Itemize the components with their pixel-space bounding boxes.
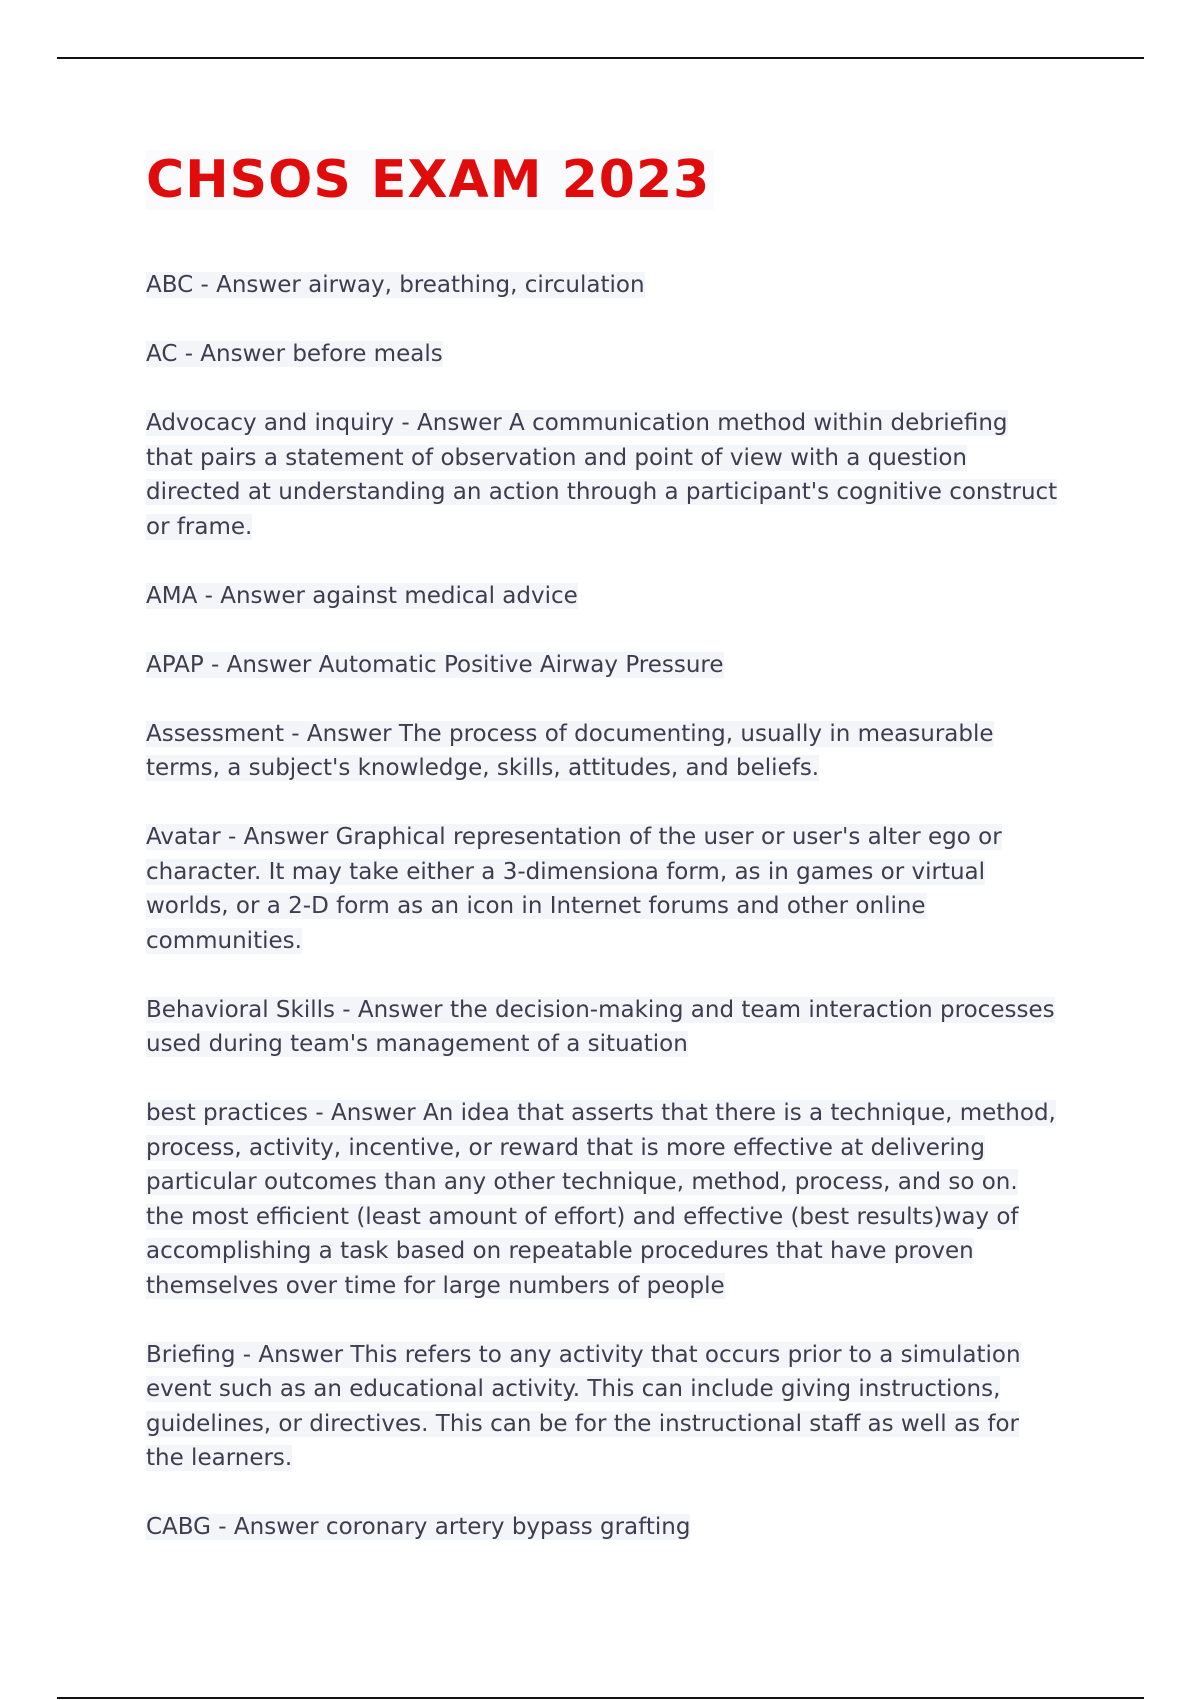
bottom-divider bbox=[57, 1697, 1144, 1699]
entry-text: APAP - Answer Automatic Positive Airway Pressure bbox=[146, 651, 724, 678]
entry-briefing bbox=[146, 1338, 1061, 1476]
document-title: CHSOS EXAM 2023 bbox=[146, 150, 714, 210]
entry-text: AMA - Answer against medical advice bbox=[146, 582, 578, 609]
entry-text: ABC - Answer airway, breathing, circulation bbox=[146, 272, 645, 298]
top-divider bbox=[57, 57, 1144, 59]
entry-ac bbox=[146, 337, 1061, 372]
entry-cabg bbox=[146, 1510, 1061, 1545]
entry-advocacy-and-inquiry bbox=[146, 406, 1061, 544]
entry-text: Advocacy and inquiry - Answer A communication method within debriefing that pairs a statement of observation and point of view with a question directed at understanding an action through a participant's cognitive construct or frame. bbox=[146, 410, 1058, 540]
entry-text: Briefing - Answer This refers to any activity that occurs prior to a simulation event such as an educational activity. This can include giving instructions, guidelines, or directives. This can be for the instructional staff as well as for the learners. bbox=[146, 1341, 1021, 1471]
entry-list bbox=[146, 268, 1061, 1545]
entry-best-practices bbox=[146, 1096, 1061, 1303]
entry-avatar bbox=[146, 820, 1061, 958]
entry-ama bbox=[146, 579, 1061, 614]
entry-text: Avatar - Answer Graphical representation of the user or user's alter ego or character. It may take either a 3-dimensiona form, as in games or virtual worlds, or a 2-D form as an icon in Internet forums and other online communities. bbox=[146, 824, 1002, 954]
entry-assessment bbox=[146, 717, 1061, 786]
entry-apap bbox=[146, 648, 1061, 683]
entry-text: Behavioral Skills - Answer the decision-making and team interaction processes used during team's management of a situation bbox=[146, 996, 1055, 1057]
document-page bbox=[146, 150, 1061, 1579]
entry-behavioral-skills bbox=[146, 993, 1061, 1062]
entry-abc bbox=[146, 268, 1061, 303]
entry-text: Assessment - Answer The process of documenting, usually in measurable terms, a subject's knowledge, skills, attitudes, and beliefs. bbox=[146, 720, 994, 781]
entry-text: CABG - Answer coronary artery bypass grafting bbox=[146, 1514, 691, 1540]
entry-text: best practices - Answer An idea that asserts that there is a technique, method, process, activity, incentive, or reward that is more effective at delivering particular outcomes than any other technique, method, process, and so on. the most efficient (least amount of effort) and effective (best results)way of accomplishing a task based on repeatable procedures that have proven themselves over time for large numbers of people bbox=[146, 1100, 1056, 1299]
entry-text: AC - Answer before meals bbox=[146, 341, 443, 367]
